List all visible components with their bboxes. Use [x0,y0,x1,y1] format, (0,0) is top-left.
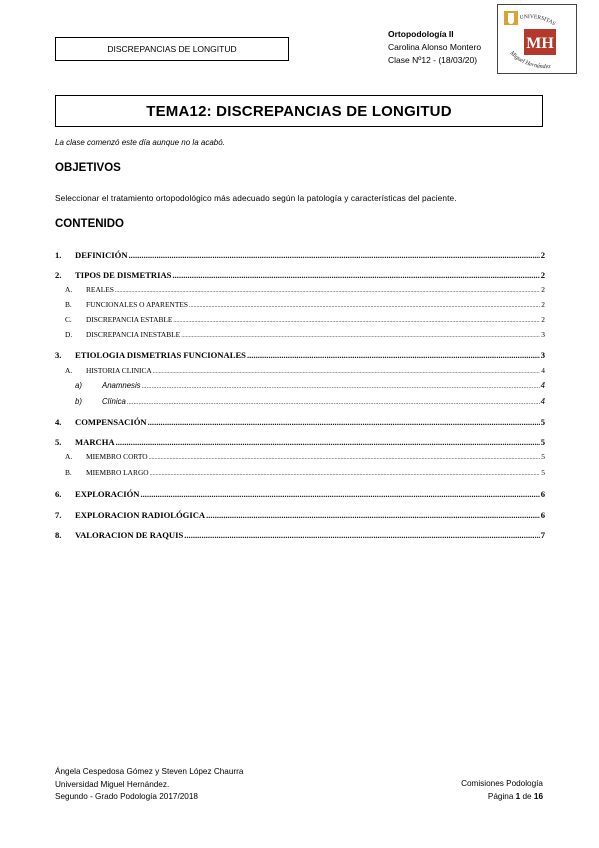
toc-leader-dots [129,250,540,260]
toc-entry-page: 3 [541,330,545,339]
toc-entry-number: b) [75,397,82,406]
toc-entry-title: MIEMBRO CORTO [86,452,148,461]
logo-text-top: UNIVERSITAS [519,14,557,28]
toc-entry[interactable] [55,489,545,499]
page-label: Página [487,791,514,801]
toc-leader-dots [149,455,541,461]
toc-entry-title: ETIOLOGIA DISMETRIAS FUNCIONALES [75,350,246,360]
toc-leader-dots [247,350,540,360]
toc-leader-dots [142,384,540,390]
logo-text-bottom: Miguel Hernández [508,50,551,71]
toc-entry[interactable] [55,452,545,461]
toc-entry-page: 4 [541,366,545,375]
toc-entry-title: REALES [86,285,114,294]
toc-entry-title: Clínica [102,397,126,406]
toc-entry-page: 2 [541,315,545,324]
toc-entry-title: Anamnesis [102,381,141,390]
course-title: Ortopodología II [388,29,454,39]
toc-entry-page: 7 [540,530,545,540]
toc-entry-page: 5 [540,437,545,447]
toc-entry-page: 2 [541,300,545,309]
toc-entry[interactable] [55,350,545,360]
toc-leader-dots [127,400,540,406]
footer-left [55,766,243,804]
toc-entry-page: 2 [540,270,545,280]
toc-entry-page: 2 [540,250,545,260]
page-of: de [522,791,532,801]
toc-entry-title: HISTORIA CLINICA [86,366,152,375]
toc-entry-title: MIEMBRO LARGO [86,468,149,477]
toc-entry-page: 6 [540,489,545,499]
toc-entry-number: 8. [55,530,62,540]
toc-entry-title: EXPLORACIÓN [75,489,140,499]
section-header-box [55,37,289,61]
toc-leader-dots [189,303,540,309]
toc-leader-dots [173,318,540,324]
toc-leader-dots [153,369,541,375]
toc-entry-number: 1. [55,250,62,260]
class-info: Clase Nº12 - (18/03/20) [388,55,478,65]
footer-course: Segundo - Grado Podología 2017/2018 [55,792,198,801]
objetivos-text: Seleccionar el tratamiento ortopodológico más adecuado según la patología y características del paciente. [55,193,457,203]
toc-entry[interactable] [55,366,545,375]
toc-leader-dots [181,333,540,339]
toc-leader-dots [150,471,541,477]
toc-entry-number: B. [65,300,72,309]
toc-entry-number: D. [65,330,73,339]
toc-leader-dots [184,530,539,540]
toc-entry-title: EXPLORACION RADIOLÓGICA [75,510,206,520]
toc-entry-number: A. [65,366,73,375]
toc-entry-page: 5 [541,468,545,477]
toc-entry-page: 2 [541,285,545,294]
toc-entry[interactable] [55,381,545,390]
toc-entry[interactable] [55,417,545,427]
toc-entry-number: C. [65,315,72,324]
toc-leader-dots [148,417,540,427]
toc-entry-number: 7. [55,510,62,520]
document-title: TEMA12: DISCREPANCIAS DE LONGITUD [146,102,452,120]
toc-entry-page: 4 [540,397,545,406]
toc-entry[interactable] [55,285,545,294]
logo-mark: MH [526,35,554,52]
toc-entry-title: FUNCIONALES O APARENTES [86,300,188,309]
toc-entry-number: A. [65,285,73,294]
toc-entry[interactable] [55,510,545,520]
toc-entry[interactable] [55,468,545,477]
toc-entry[interactable] [55,270,545,280]
footer-university: Universidad Miguel Hernández. [55,779,170,789]
class-note: La clase comenzó este día aunque no la acabó. [55,138,225,147]
toc-entry-title: COMPENSACIÓN [75,417,147,427]
toc-leader-dots [115,288,540,294]
toc-entry-number: 5. [55,437,62,447]
toc-leader-dots [140,489,539,499]
toc-entry-title: DEFINICIÓN [75,250,128,260]
document-title-box [55,95,543,127]
logo-seal-icon [498,5,577,74]
contenido-heading: CONTENIDO [55,218,124,230]
toc-entry-title: VALORACION DE RAQUIS [75,530,184,540]
toc-entry-title: MARCHA [75,437,115,447]
toc-entry-number: B. [65,468,72,477]
toc-entry[interactable] [55,300,545,309]
toc-entry-title: TIPOS DE DISMETRIAS [75,270,172,280]
toc-entry[interactable] [55,437,545,447]
page-total: 16 [533,791,543,801]
toc-entry-title: DISCREPANCIA ESTABLE [86,315,173,324]
toc-entry-page: 3 [540,350,545,360]
footer-right [461,778,543,803]
footer-commission: Comisiones Podología [461,779,543,788]
toc-entry-number: a) [75,381,82,390]
teacher-name: Carolina Alonso Montero [388,42,482,52]
toc-leader-dots [206,510,540,520]
toc-entry-page: 6 [540,510,545,520]
toc-entry-number: 4. [55,417,62,427]
toc-entry-number: A. [65,452,73,461]
svg-text:UNIVERSITAS [519,14,556,27]
university-logo [497,4,577,74]
toc-entry-page: 5 [541,452,545,461]
toc-entry[interactable] [55,250,545,260]
toc-entry-title: DISCREPANCIA INESTABLE [86,330,181,339]
page-current: 1 [515,791,521,801]
page-number [461,791,543,804]
toc-entry-number: 3. [55,350,62,360]
course-info [388,28,481,67]
section-header-text: DISCREPANCIAS DE LONGITUD [107,44,237,54]
toc-entry-number: 2. [55,270,62,280]
toc-entry-page: 5 [540,417,545,427]
toc-entry-number: 6. [55,489,62,499]
toc-entry[interactable] [55,530,545,540]
toc-entry[interactable] [55,315,545,324]
objetivos-heading: OBJETIVOS [55,162,121,174]
toc-entry[interactable] [55,397,545,406]
toc-leader-dots [172,270,539,280]
toc-entry[interactable] [55,330,545,339]
toc-entry-page: 4 [540,381,545,390]
toc-leader-dots [116,437,540,447]
footer-authors: Ángela Cespedosa Gómez y Steven López Chaurra [55,767,244,776]
